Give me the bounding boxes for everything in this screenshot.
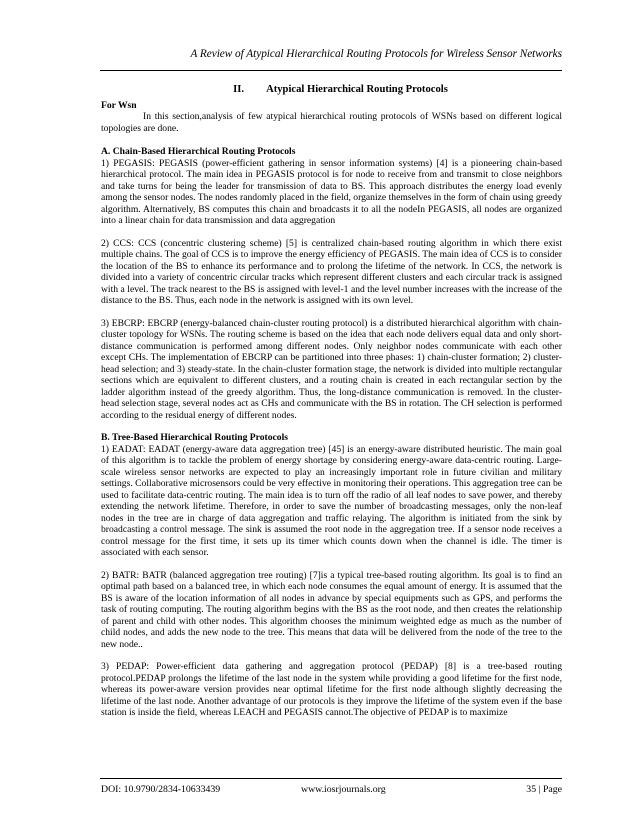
paragraph-pedap: 3) PEDAP: Power-efficient data gathering and aggregation protocol (PEDAP) [8] is a tree-based routing protocol.PEDAP prolongs the lifetime of the last node in the system while providing a good lifetime for the first node, whereas its power-aware version provides near optimal lifetime for the first node although slightly decreasing the lifetime of the last node. Another advantage of our protocols is they improve the lifetime of the system even if the base station is inside the field, whereas LEACH and PEGASIS cannot.The objective of PEDAP is to maximize <box>101 661 562 718</box>
footer-rule <box>100 778 562 779</box>
running-header: A Review of Atypical Hierarchical Routing Protocols for Wireless Sensor Networks <box>190 48 562 60</box>
subsection-heading-chain: A. Chain-Based Hierarchical Routing Protocols <box>101 146 296 157</box>
footer-page-number: 35 | Page <box>526 784 562 795</box>
paragraph-ccs: 2) CCS: CCS (concentric clustering scheme) [5] is centralized chain-based routing algorithm in which there exist multiple chains. The goal of CCS is to improve the energy efficiency of PEGASIS. The main idea of CCS is to consider the location of the BS to enhance its performance and to prolong the lifetime of the network. In CCS, the network is divided into a variety of concentric circular tracks which represent different clusters and each circular track is assigned with a level. The track nearest to the BS is assigned with level-1 and the level number increases with the increase of the distance to the BS. Thus, each node in the network is assigned with its own level. <box>101 237 562 306</box>
section-title-text: Atypical Hierarchical Routing Protocols <box>266 84 448 95</box>
section-subtitle: For Wsn <box>101 99 137 111</box>
section-intro: In this section,analysis of few atypical hierarchical routing protocols of WSNs based on different logical topologies are done. <box>101 111 562 134</box>
footer-journal-url[interactable]: www.iosrjournals.org <box>301 784 386 795</box>
section-number: II. <box>233 84 245 95</box>
subsection-heading-tree: B. Tree-Based Hierarchical Routing Protocols <box>101 432 288 443</box>
page-content <box>101 84 562 730</box>
header-rule <box>100 70 562 71</box>
paragraph-ebcrp: 3) EBCRP: EBCRP (energy-balanced chain-cluster routing protocol) is a distributed hierarchical algorithm with chain-cluster topology for WSNs. The routing scheme is based on the idea that each node delivers equal data and only short-distance communication is performed among different nodes. Only neighbor nodes communicate with each other except CHs. The implementation of EBCRP can be partitioned into three phases: 1) chain-cluster formation; 2) cluster-head selection; and 3) steady-state. In the chain-cluster formation stage, the network is divided into multiple rectangular sections which are equivalent to different clusters, and a routing chain is created in each rectangular section by the ladder algorithm instead of the greedy algorithm. Thus, the long-distance communication is removed. In the cluster-head selection stage, several nodes act as CHs and communicate with the BS in rotation. The CH selection is performed according to the residual energy of different nodes. <box>101 317 562 421</box>
paragraph-pegasis: 1) PEGASIS: PEGASIS (power-efficient gathering in sensor information systems) [4] is a pioneering chain-based hierarchical protocol. The main idea in PEGASIS protocol is for node to receive from and transmit to close neighbors and take turns for being the leader for transmission of data to BS. This approach distributes the energy load evenly among the sensor nodes. The nodes randomly placed in the field, organize themselves in the form of chain using greedy algorithm. Alternatively, BS computes this chain and broadcasts it to all the nodeIn PEGASIS, all nodes are organized into a linear chain for data transmission and data aggregation <box>101 157 562 226</box>
paragraph-batr: 2) BATR: BATR (balanced aggregation tree routing) [7]is a typical tree-based routing algorithm. Its goal is to find an optimal path based on a balanced tree, in which each node consumes the equal amount of energy. It is assumed that the BS is aware of the location information of all nodes in advance by special equipments such as GPS, and performs the task of routing computing. The routing algorithm begins with the BS as the root node, and then creates the relationship of parent and child with other nodes. This algorithm chooses the minimum weighted edge as much as the number of child nodes, and adds the new node to the tree. This means that data will be delivered from the node of the tree to the new node.. <box>101 569 562 650</box>
paragraph-eadat: 1) EADAT: EADAT (energy-aware data aggregation tree) [45] is an energy-aware distributed heuristic. The main goal of this algorithm is to tackle the problem of energy shortage by considering energy-aware data-centric routing. Large-scale wireless sensor networks are expected to play an increasingly important role in future civilian and military settings. Collaborative microsensors could be very effective in monitoring their operations. This aggregation tree can be used to facilitate data-centric routing. The main idea is to turn off the radio of all leaf nodes to save power, and thereby extending the network lifetime. Therefore, in order to save the number of broadcasting messages, only the non-leaf nodes in the tree are in charge of data aggregation and traffic relaying. The algorithm is initiated from the sink by broadcasting a control message. The sink is assumed the root node in the aggregation tree. If a sensor node receives a control message for the first time, it sets up its timer which counts down when the channel is idle. The timer is associated with each sensor. <box>101 443 562 558</box>
footer-doi: DOI: 10.9790/2834-10633439 <box>101 784 221 795</box>
section-title <box>119 84 562 96</box>
